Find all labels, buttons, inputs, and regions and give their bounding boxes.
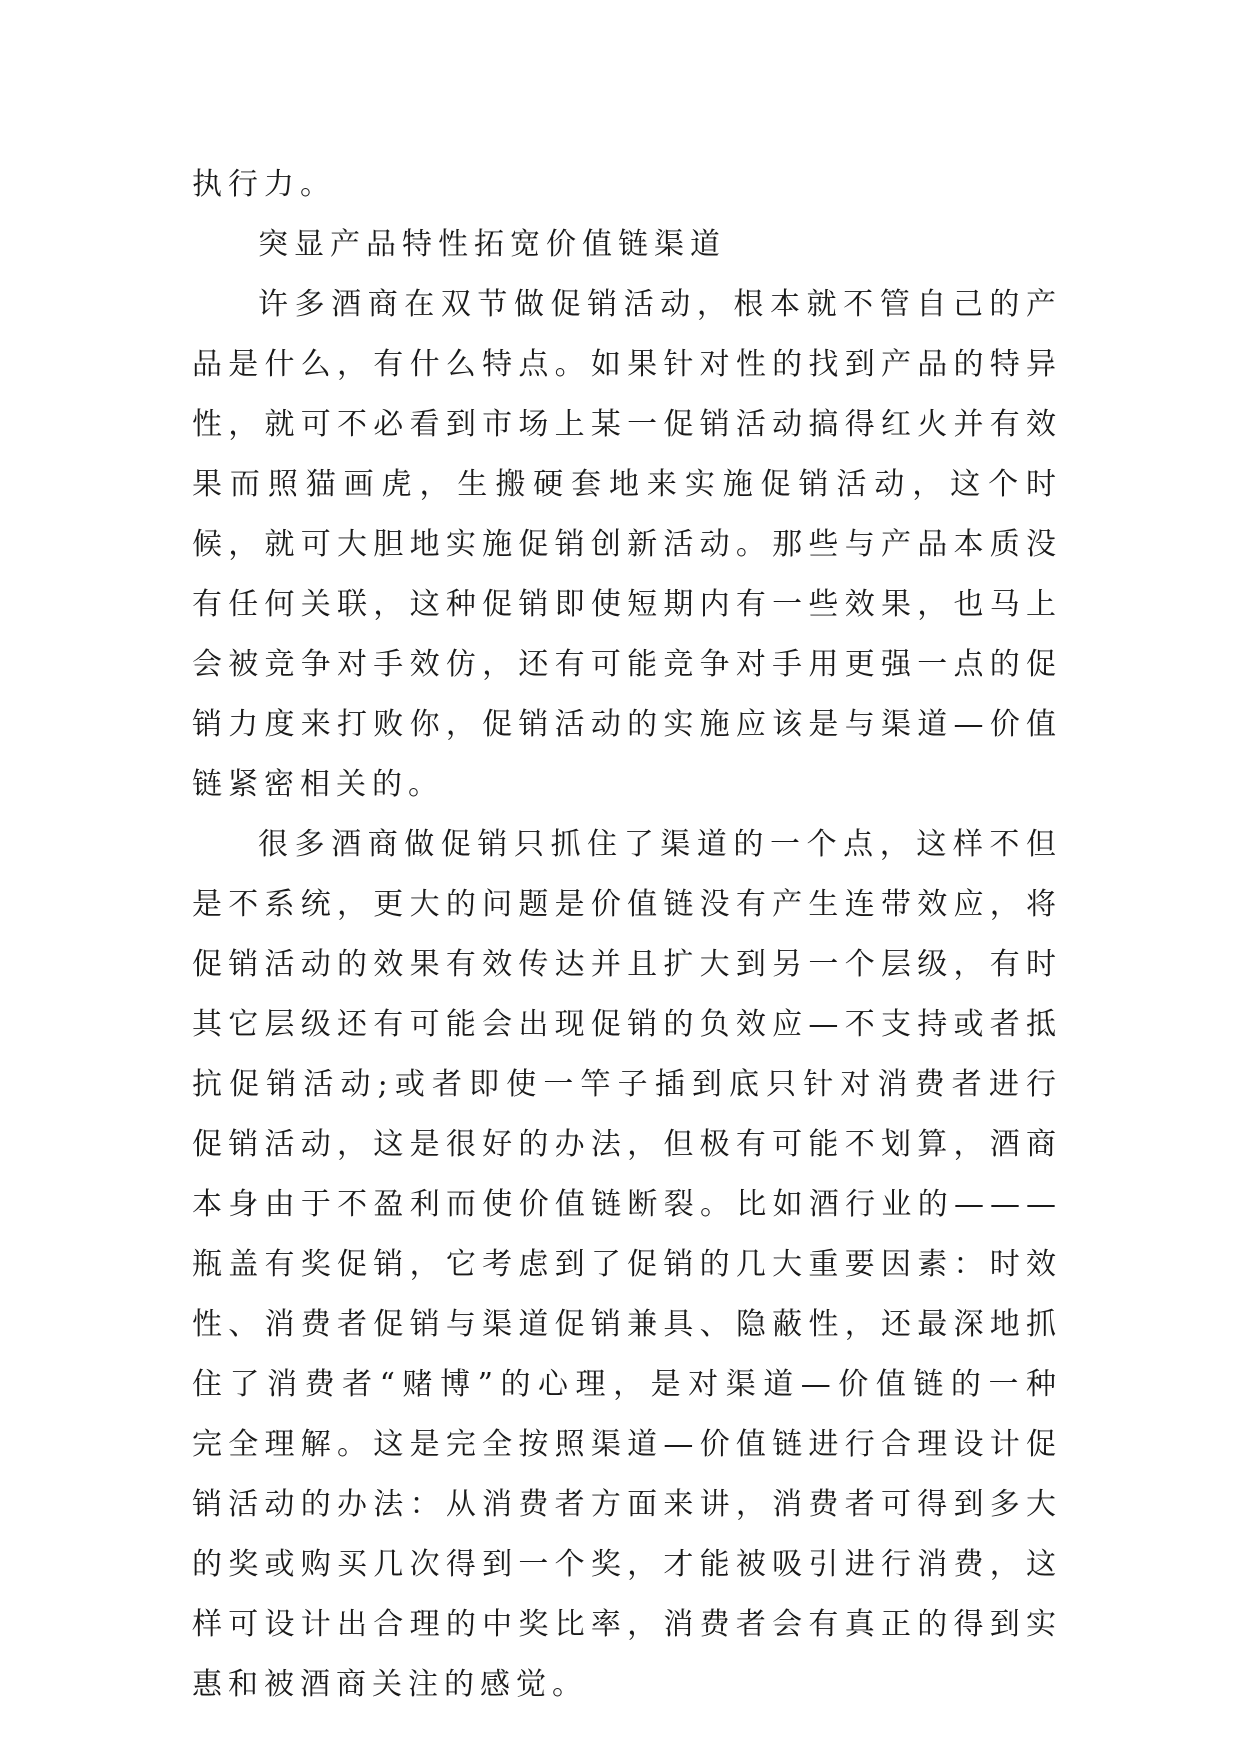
paragraph: 许多酒商在双节做促销活动，根本就不管自己的产品是什么，有什么特点。如果针对性的找到产品的特异性，就可不必看到市场上某一促销活动搞得红火并有效果而照猫画虎，生搬硬套地来实施促销活动，这个时候，就可大胆地实施促销创新活动。那些与产品本质没有任何关联，这种促销即使短期内有一些效果，也马上会被竞争对手效仿，还有可能竞争对手用更强一点的促销力度来打败你，促销活动的实施应该是与渠道—价值链紧密相关的。 <box>192 287 1062 802</box>
body-text <box>192 155 1062 1715</box>
section-heading: 突显产品特性拓宽价值链渠道 <box>258 227 726 262</box>
paragraph: 很多酒商做促销只抓住了渠道的一个点，这样不但是不系统，更大的问题是价值链没有产生连带效应，将促销活动的效果有效传达并且扩大到另一个层级，有时其它层级还有可能会出现促销的负效应—不支持或者抵抗促销活动;或者即使一竿子插到底只针对消费者进行促销活动，这是很好的办法，但极有可能不划算，酒商本身由于不盈利而使价值链断裂。比如酒行业的———瓶盖有奖促销，它考虑到了促销的几大重要因素：时效性、消费者促销与渠道促销兼具、隐蔽性，还最深地抓住了消费者“赌博”的心理，是对渠道—价值链的一种完全理解。这是完全按照渠道—价值链进行合理设计促销活动的办法：从消费者方面来讲，消费者可得到多大的奖或购买几次得到一个奖，才能被吸引进行消费，这样可设计出合理的中奖比率，消费者会有真正的得到实惠和被酒商关注的感觉。 <box>192 827 1062 1702</box>
paragraph-fragment: 执行力。 <box>192 167 336 202</box>
